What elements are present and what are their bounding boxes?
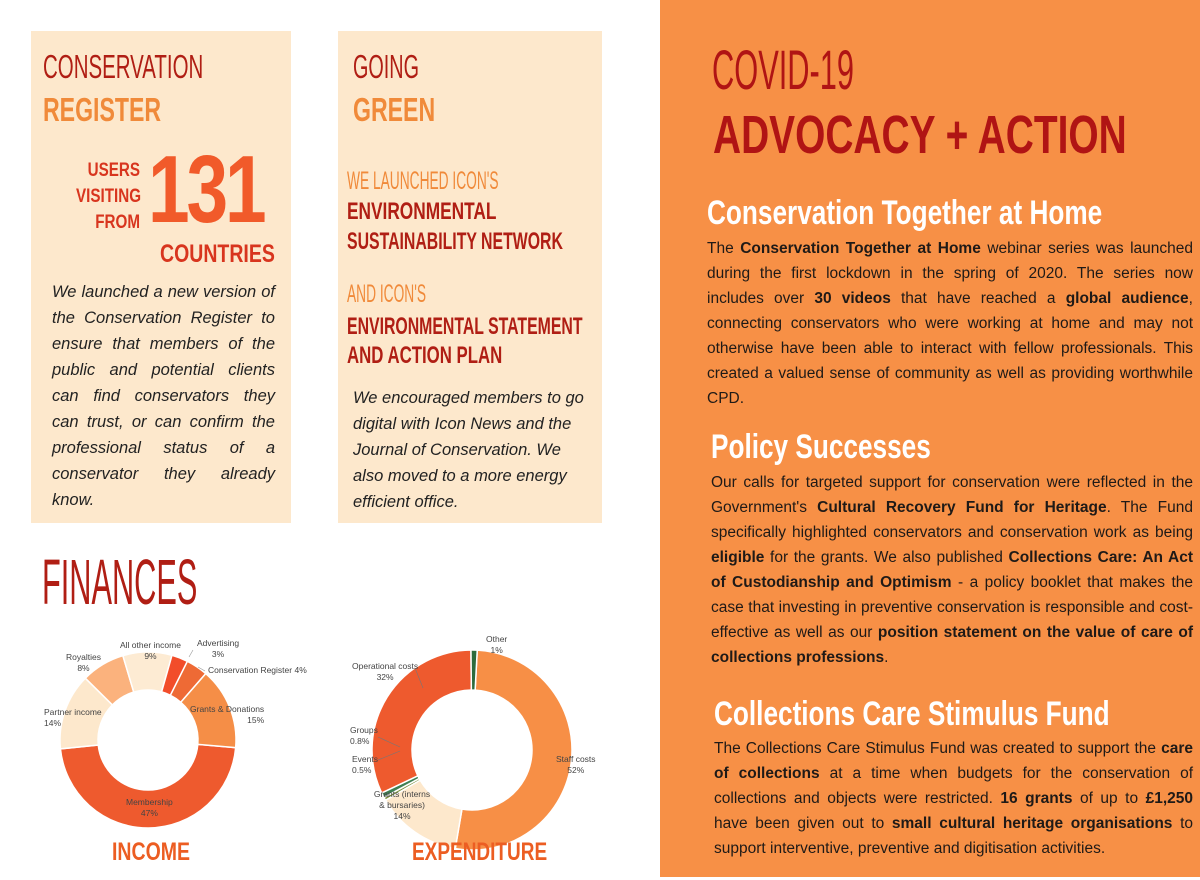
exp-label-grants xyxy=(370,789,434,822)
exp-label-events xyxy=(352,754,378,776)
s2-bold3: Collections Care: An Act of Custodianship and Optimism xyxy=(711,549,1193,591)
section-title-together: Conservation Together at Home xyxy=(707,194,1103,232)
we-launched-label: WE LAUNCHED ICON'S xyxy=(347,167,499,195)
membership-cat: Membership xyxy=(126,797,173,807)
other-val: 1% xyxy=(490,645,503,655)
operational-val: 32% xyxy=(376,672,394,682)
advertising-cat: Advertising xyxy=(197,638,240,648)
s2-bold4: position statement on the value of care of collections professions xyxy=(711,624,1193,666)
exp-label-other xyxy=(486,634,507,656)
covid-title-line1: COVID-19 xyxy=(712,38,855,101)
partner-cat: Partner income xyxy=(44,707,102,717)
exp-label-staff xyxy=(556,754,596,776)
users-line1: USERS xyxy=(87,160,140,181)
s2-bold1: Cultural Recovery Fund for Heritage xyxy=(817,499,1107,516)
users-visiting-label xyxy=(60,158,140,236)
statement-line1: ENVIRONMENTAL STATEMENT xyxy=(347,313,583,340)
groups-cat: Groups xyxy=(350,725,378,735)
green-body-text: We encouraged members to go digital with Icon News and the Journal of Conservation. We also moved to a more energy efficient office. xyxy=(353,389,584,511)
royalties-cat: Royalties xyxy=(66,652,101,662)
s2-text2: . The Fund specifically highlighted conservators and conservation work as being xyxy=(711,499,1193,541)
s1-bold3: global audience xyxy=(1065,290,1189,307)
register-cat: Conservation Register xyxy=(208,665,293,675)
partner-val: 14% xyxy=(44,718,62,728)
section-title-policy: Policy Successes xyxy=(711,428,931,466)
section-body-policy xyxy=(711,470,1193,670)
exp-grants-val: 14% xyxy=(393,811,411,821)
income-label-royalties xyxy=(66,652,101,674)
income-label-register xyxy=(208,665,307,676)
grants-val: 15% xyxy=(247,715,265,725)
statement-line2: AND ACTION PLAN xyxy=(347,342,503,369)
users-line3: FROM xyxy=(95,212,140,233)
income-label: INCOME xyxy=(112,838,190,866)
advertising-val: 3% xyxy=(211,649,225,659)
section-title-stimulus: Collections Care Stimulus Fund xyxy=(714,695,1110,733)
s3-bold4: small cultural heritage organisations xyxy=(891,815,1173,832)
network-line2: SUSTAINABILITY NETWORK xyxy=(347,228,563,255)
events-cat: Events xyxy=(352,754,378,764)
royalties-val: 8% xyxy=(77,663,90,673)
s3-bold1: care of collections xyxy=(714,740,1193,782)
grants-cat: Grants & Donations xyxy=(190,704,265,714)
all-other-income-cat: All other income xyxy=(120,640,181,650)
s2-text3: for the grants. We also published xyxy=(764,549,1009,566)
exp-label-operational xyxy=(352,661,418,683)
section-body-stimulus xyxy=(714,736,1193,861)
s2-text1: Our calls for targeted support for conservation were reflected in the Government's xyxy=(711,474,1193,516)
membership-val: 47% xyxy=(140,808,158,818)
s2-text4: - a policy booklet that makes the case that investing in preventive conservation is responsible and cost-effective as well as our xyxy=(711,574,1193,641)
s1-bold2: 30 videos xyxy=(814,290,891,307)
s3-text1: The Collections Care Stimulus Fund was created to support the xyxy=(714,740,1162,757)
s2-text5: . xyxy=(884,649,889,666)
green-title-line1: GOING xyxy=(353,48,420,85)
s3-text5: to support interventive, preventive and digitisation activities. xyxy=(714,815,1194,857)
register-title-line1: CONSERVATION xyxy=(43,48,204,85)
expenditure-label: EXPENDITURE xyxy=(412,838,548,866)
other-cat: Other xyxy=(486,634,508,644)
s3-bold3: £1,250 xyxy=(1145,790,1193,807)
staff-cat: Staff costs xyxy=(556,754,596,764)
section-body-together xyxy=(707,236,1193,411)
s1-text2: webinar series was launched during the first lockdown in the spring of 2020. The series now includes over xyxy=(707,240,1194,307)
s3-text3: of up to xyxy=(1072,790,1146,807)
users-line2: VISITING xyxy=(76,186,142,207)
s1-text1: The xyxy=(707,240,741,257)
register-title-line2: REGISTER xyxy=(43,91,162,128)
countries-label: COUNTRIES xyxy=(160,240,275,268)
register-body-text: We launched a new version of the Conservation Register to ensure that members of the public and potential clients can find conservators they can trust, or can confirm the professional status of a conservator they already know. xyxy=(52,283,275,509)
events-val: 0.5% xyxy=(352,765,372,775)
covid-title-line2: ADVOCACY + ACTION xyxy=(713,105,1127,165)
and-icons-label: AND ICON'S xyxy=(347,280,427,308)
groups-val: 0.8% xyxy=(350,736,370,746)
income-label-grants xyxy=(190,704,264,726)
s3-text2: at a time when budgets for the conservation of collections and objects were restricted. xyxy=(714,765,1193,807)
advertising-leader xyxy=(189,650,193,657)
all-other-income-val: 9% xyxy=(144,651,157,661)
s3-text4: have been given out to xyxy=(714,815,892,832)
register-val: 4% xyxy=(294,665,307,675)
green-title-line2: GREEN xyxy=(353,91,436,128)
s1-text3: that have reached a xyxy=(890,290,1066,307)
income-label-all-other xyxy=(120,640,181,662)
s3-bold2: 16 grants xyxy=(1000,790,1073,807)
income-label-advertising xyxy=(197,638,239,660)
network-line1: ENVIRONMENTAL xyxy=(347,198,497,225)
operational-cat: Operational costs xyxy=(352,661,419,671)
s2-bold2: eligible xyxy=(711,549,765,566)
big-number-131: 131 xyxy=(148,136,264,243)
exp-grants-cat: Grants (interns & bursaries) xyxy=(373,789,431,810)
exp-label-groups xyxy=(350,725,378,747)
staff-val: 52% xyxy=(567,765,585,775)
s1-text4: , connecting conservators who were working at home and may not otherwise have been able to interact with fellow professionals. This created a valued sense of community as well as providing worthwhile CPD. xyxy=(707,290,1193,407)
finances-title: FINANCES xyxy=(42,546,198,618)
income-label-partner xyxy=(44,707,102,729)
income-label-membership xyxy=(126,797,173,819)
s1-bold1: Conservation Together at Home xyxy=(740,240,981,257)
